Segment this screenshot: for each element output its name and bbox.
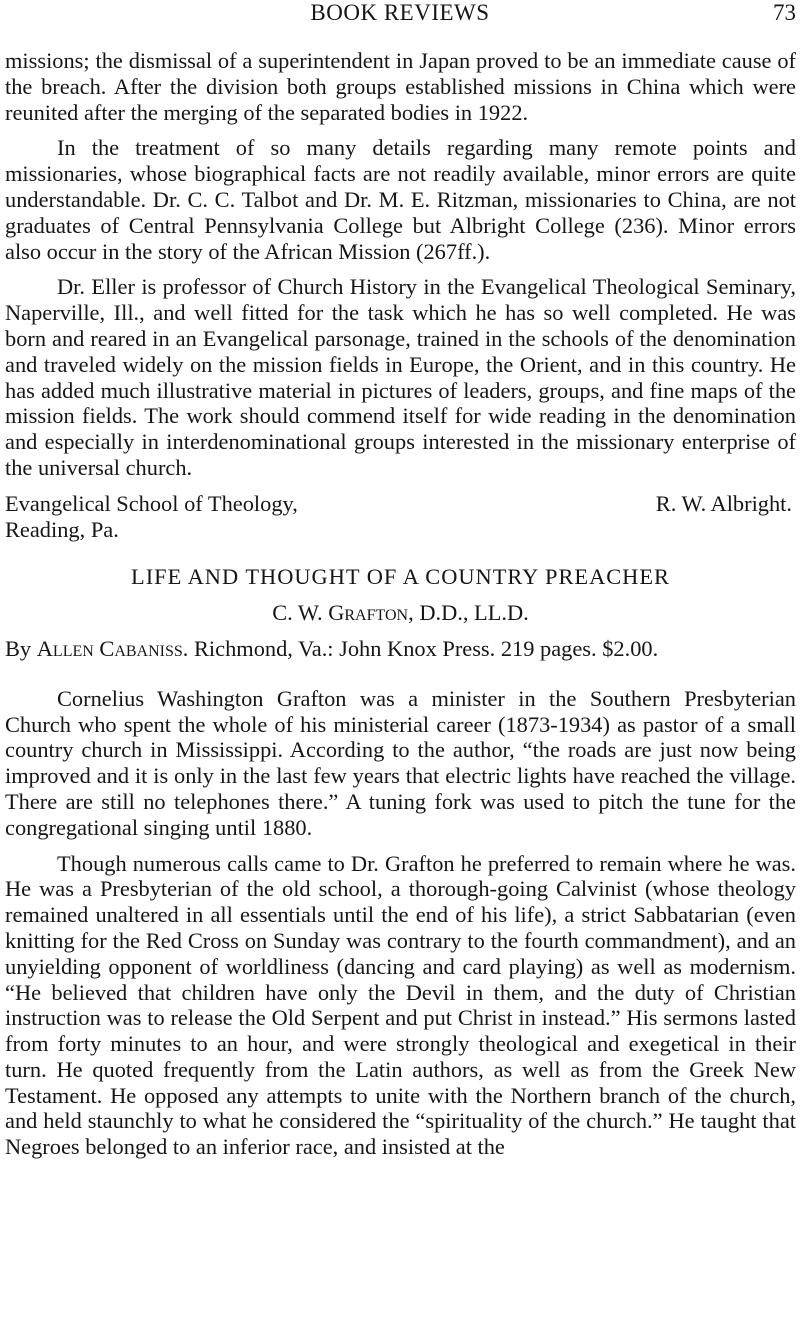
running-title: BOOK REVIEWS xyxy=(310,0,490,25)
reviewer-location: Reading, Pa. xyxy=(5,516,119,542)
running-header xyxy=(0,0,800,26)
paragraph: Dr. Eller is professor of Church History in the Evangelical Theological Seminary, Naperville, Ill., and well fitted for the task which he has so well completed. He was born and reared in an Evangelical parsonage, trained in the schools of the denomination and traveled widely on the mission fields in Europe, the Orient, and in this country. He has added much illustrative material in pictures of leaders, groups, and fine maps of the mission fields. The work should commend itself for wide reading in the denomination and especially in interdenominational groups interested in the missionary enterprise of the universal church. xyxy=(5,274,796,480)
first-review-continuation xyxy=(5,48,796,542)
reviewer-institution: Evangelical School of Theology, xyxy=(5,490,298,516)
review-subject xyxy=(5,600,796,626)
reviewer-signature xyxy=(5,491,796,543)
page-number: 73 xyxy=(773,0,796,25)
paragraph: missions; the dismissal of a superintendent in Japan proved to be an immediate cause of the breach. After the division both groups established missions in China which were reunited after the merging of the separated bodies in 1922. xyxy=(5,48,796,125)
second-review xyxy=(5,564,796,1160)
by-label: By xyxy=(5,635,32,661)
review-title: LIFE AND THOUGHT OF A COUNTRY PREACHER xyxy=(131,564,670,590)
publication-info: Richmond, Va.: John Knox Press. 219 pages. $2.00. xyxy=(194,635,659,661)
book-author: Allen Cabaniss. xyxy=(36,635,189,661)
paragraph: In the treatment of so many details regarding many remote points and missionaries, whose biographical facts are not readily available, minor errors are quite understandable. Dr. C. C. Talbot and Dr. M. E. Ritzman, missionaries to China, are not graduates of Central Pennsylvania College but Albright College (236). Minor errors also occur in the story of the African Mission (267ff.). xyxy=(5,135,796,264)
paragraph: Cornelius Washington Grafton was a minister in the Southern Presbyterian Church who spent the whole of his ministerial career (1873-1934) as pastor of a small country church in Mississippi. According to the author, “the roads are just now being improved and it is only in the last few years that electric lights have reached the village. There are still no telephones there.” A tuning fork was used to pitch the tune for the congregational singing until 1880. xyxy=(5,685,796,840)
book-citation xyxy=(5,636,796,662)
paragraph: Though numerous calls came to Dr. Grafton he preferred to remain where he was. He was a Presbyterian of the old school, a thorough-going Calvinist (whose theology remained unaltered in all essentials until the end of his life), a strict Sabbatarian (even knitting for the Red Cross on Sunday was contrary to the fourth commandment), and an unyielding opponent of worldliness (dancing and card playing) as well as modernism. “He believed that children have only the Devil in them, and the duty of Christian instruction was to release the Old Serpent and put Christ in instead.” His sermons lasted from forty minutes to an hour, and were strongly theological and exegetical in their turn. He quoted frequently from the Latin authors, as well as from the Greek New Testament. He opposed any attempts to unite with the Northern branch of the church, and held staunchly to what he considered the “spirituality of the church.” He taught that Negroes belonged to an inferior race, and insisted at the xyxy=(5,850,796,1160)
subject-initials: C. W. xyxy=(272,600,323,626)
subject-surname: Grafton, xyxy=(328,600,414,626)
page-body xyxy=(5,48,796,1170)
reviewer-name: R. W. Albright. xyxy=(655,490,792,516)
subject-degrees: D.D., LL.D. xyxy=(419,600,529,626)
